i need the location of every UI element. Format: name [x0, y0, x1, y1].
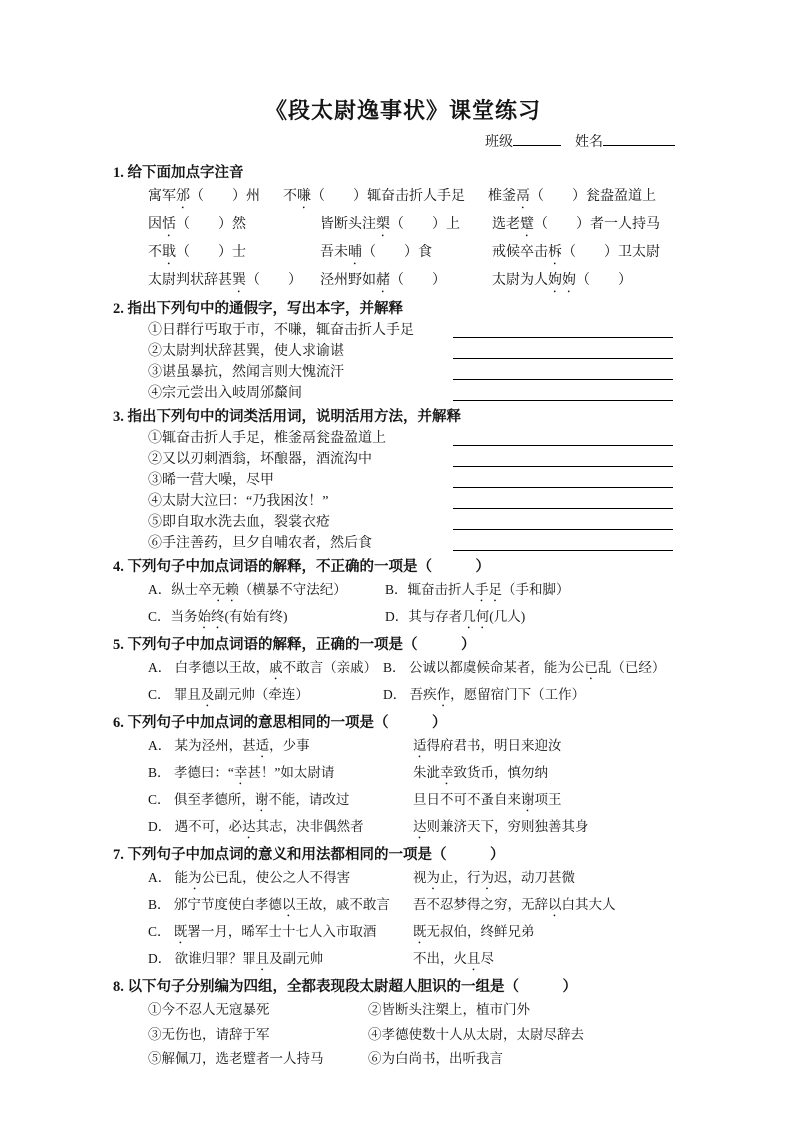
q7-option-c-right: 既无叔伯，终鲜兄弟 — [413, 924, 535, 939]
q1-item: 太尉为人姁姁（ ） — [492, 273, 632, 288]
q1-item: 因恬（ ）然 — [148, 217, 246, 232]
q4-options-row — [113, 578, 693, 605]
q8-item-4: ④孝德使数十人从太尉，太尉尽辞去 — [368, 1026, 584, 1042]
q3-item — [113, 428, 693, 449]
q4-options-row — [113, 605, 693, 632]
answer-blank-line — [453, 445, 673, 446]
q6-option-row — [113, 761, 693, 788]
q7-option-row — [113, 920, 693, 947]
q8-item-5: ⑤解佩刀，选老躄者一人持马 — [148, 1051, 324, 1066]
q7-option-row — [113, 947, 693, 974]
q8-item-row — [113, 1023, 693, 1048]
q7-option-d-right: 不出，火且尽 — [413, 951, 494, 966]
answer-blank-line — [453, 529, 673, 530]
q2-item-text: ③谌虽暴抗，然闻言则大愧流汗 — [148, 365, 344, 380]
q1-row — [113, 268, 693, 296]
q7-option-a-right: 视为止，行为迟，动刀甚微 — [413, 870, 575, 885]
q8-item-1: ①今不忍人无寇暴死 — [148, 1002, 270, 1017]
q1-item: 寓军邠（ ）州 — [148, 189, 260, 204]
q3-item — [113, 491, 693, 512]
question-1 — [113, 162, 693, 296]
q3-item — [113, 470, 693, 491]
q8-item-row — [113, 1047, 693, 1072]
q3-item-text: ③晞一营大噪，尽甲 — [148, 473, 274, 488]
q7-option-b-right: 吾不忍梦得之穷，无辞以白其大人 — [413, 897, 616, 912]
q6-option-row — [113, 734, 693, 761]
q2-item-text: ②太尉判状辞甚巽，使人求谕谌 — [148, 344, 344, 359]
question-3-heading: 3. 指出下列句中的词类活用词，说明活用方法，并解释 — [113, 409, 461, 425]
question-2-heading: 2. 指出下列句中的通假字，写出本字，并解释 — [113, 301, 403, 317]
q7-option-d-left: D． 欲谁归罪？罪且及副元帅 — [148, 951, 324, 966]
q3-item — [113, 449, 693, 470]
q7-option-row — [113, 893, 693, 920]
q5-options-row — [113, 656, 693, 683]
question-4-heading: 4. 下列句子中加点词语的解释，不正确的一项是（ ） — [113, 559, 490, 575]
q1-item: 泾州野如赭（ ） — [320, 273, 446, 288]
q3-item-text: ②又以刃刺酒翁，坏酿器，酒流沟中 — [148, 452, 372, 467]
q5-option-a: A． 白孝德以王故，戚不敢言（亲戚） — [148, 660, 378, 675]
q7-option-b-left: B． 邠宁节度使白孝德以王故，戚不敢言 — [148, 897, 390, 912]
q6-option-b-left: B． 孝德曰：“幸甚！”如太尉请 — [148, 765, 335, 780]
question-6-heading: 6. 下列句子中加点词的意思相同的一项是（ ） — [113, 715, 447, 731]
worksheet-content — [113, 95, 693, 1072]
answer-blank-line — [453, 379, 673, 380]
q8-item-row — [113, 998, 693, 1023]
question-6 — [113, 712, 693, 842]
class-name-line — [485, 131, 693, 154]
q1-row — [113, 184, 693, 212]
q6-option-row — [113, 788, 693, 815]
question-7-heading: 7. 下列句子中加点词的意义和用法都相同的一项是（ ） — [113, 847, 505, 863]
q1-item: 戒候卒击柝（ ）卫太尉 — [492, 245, 660, 260]
q7-option-c-left: C． 既署一月，晞军士十七人入市取酒 — [148, 924, 377, 939]
answer-blank-line — [453, 358, 673, 359]
answer-blank-line — [453, 337, 673, 338]
q1-item: 太尉判状辞甚巽（ ） — [148, 273, 302, 288]
q4-option-c: C．当务始终(有始有终) — [148, 609, 288, 624]
q8-item-3: ③无伤也，请辞于军 — [148, 1026, 270, 1042]
q3-item — [113, 512, 693, 533]
q1-row — [113, 212, 693, 240]
q3-item — [113, 533, 693, 554]
class-label: 班级 — [485, 135, 513, 150]
answer-blank-line — [453, 550, 673, 551]
question-4 — [113, 556, 693, 632]
q6-option-c-right: 旦日不可不蚤自来谢项王 — [413, 792, 562, 807]
q3-item-text: ⑥手注善药，旦夕自哺农者，然后食 — [148, 536, 372, 551]
q2-item-text: ①日群行丐取于市，不嗛，辄奋击折人手足 — [148, 323, 414, 338]
question-8-heading: 8. 以下句子分别编为四组，全都表现段太尉超人胆识的一组是（ ） — [113, 979, 577, 995]
answer-blank-line — [453, 400, 673, 401]
q6-option-d-right: 达则兼济天下，穷则独善其身 — [413, 819, 589, 834]
q1-item: 选老躄（ ）者一人持马 — [492, 217, 660, 232]
q5-option-d: D． 吾疾作，愿留宿门下（工作） — [383, 687, 586, 702]
q6-option-a-right: 适得府君书，明日来迎汝 — [413, 738, 562, 753]
q2-item — [113, 362, 693, 383]
q5-options-row — [113, 683, 693, 710]
question-7 — [113, 844, 693, 974]
q6-option-row — [113, 815, 693, 842]
q6-option-c-left: C． 俱至孝德所，谢不能，请改过 — [148, 792, 350, 807]
q1-item: 皆断头注槊（ ）上 — [320, 217, 460, 232]
q5-option-b: B． 公诚以都虞候命某者，能为公已乱（已经） — [383, 660, 666, 675]
q2-item — [113, 383, 693, 404]
q4-option-b: B．辄奋击折人手足（手和脚） — [385, 582, 570, 597]
q6-option-d-left: D． 遇不可，必达其志，决非偶然者 — [148, 819, 364, 834]
q3-item-text: ⑤即自取水洗去血，裂裳衣疮 — [148, 515, 330, 530]
q4-option-a: A．纵士卒无赖（横暴不守法纪） — [148, 582, 347, 597]
question-5-heading: 5. 下列句子中加点词语的解释，正确的一项是（ ） — [113, 637, 476, 653]
answer-blank-line — [453, 487, 673, 488]
q6-option-b-right: 朱泚幸致货币，慎勿纳 — [413, 765, 548, 780]
q2-item-text: ④宗元尝出入岐周邠斄间 — [148, 386, 302, 401]
q2-item — [113, 341, 693, 362]
page-title: 《段太尉逸事状》课堂练习 — [264, 98, 541, 123]
q7-option-a-left: A． 能为公已乱，使公之人不得害 — [148, 870, 351, 885]
q7-option-row — [113, 866, 693, 893]
q1-row — [113, 240, 693, 268]
q1-item: 椎釜鬲（ ）瓮盎盈道上 — [488, 189, 656, 204]
question-3 — [113, 406, 693, 554]
class-blank-line — [513, 131, 561, 146]
q1-item: 不嗛（ ）辄奋击折人手足 — [283, 189, 465, 204]
name-label: 姓名 — [575, 135, 603, 150]
q1-item: 不戢（ ）士 — [148, 245, 246, 260]
q2-item — [113, 320, 693, 341]
q8-item-6: ⑥为白尚书，出听我言 — [368, 1051, 503, 1066]
q6-option-a-left: A． 某为泾州，甚适，少事 — [148, 738, 310, 753]
question-2 — [113, 298, 693, 404]
q1-item: 吾未晡（ ）食 — [320, 245, 432, 260]
answer-blank-line — [453, 466, 673, 467]
name-blank-line — [603, 131, 675, 146]
answer-blank-line — [453, 508, 673, 509]
question-8 — [113, 976, 693, 1072]
q8-item-2: ②皆断头注槊上，植市门外 — [368, 1002, 530, 1017]
q3-item-text: ①辄奋击折人手足，椎釜鬲瓮盎盈道上 — [148, 431, 386, 446]
q4-option-d: D．其与存者几何(几人) — [385, 609, 526, 624]
question-5 — [113, 634, 693, 710]
q3-item-text: ④太尉大泣曰：“乃我困汝！” — [148, 494, 329, 509]
q5-option-c: C． 罪且及副元帅（牵连） — [148, 687, 309, 702]
question-1-heading: 1. 给下面加点字注音 — [113, 165, 244, 181]
